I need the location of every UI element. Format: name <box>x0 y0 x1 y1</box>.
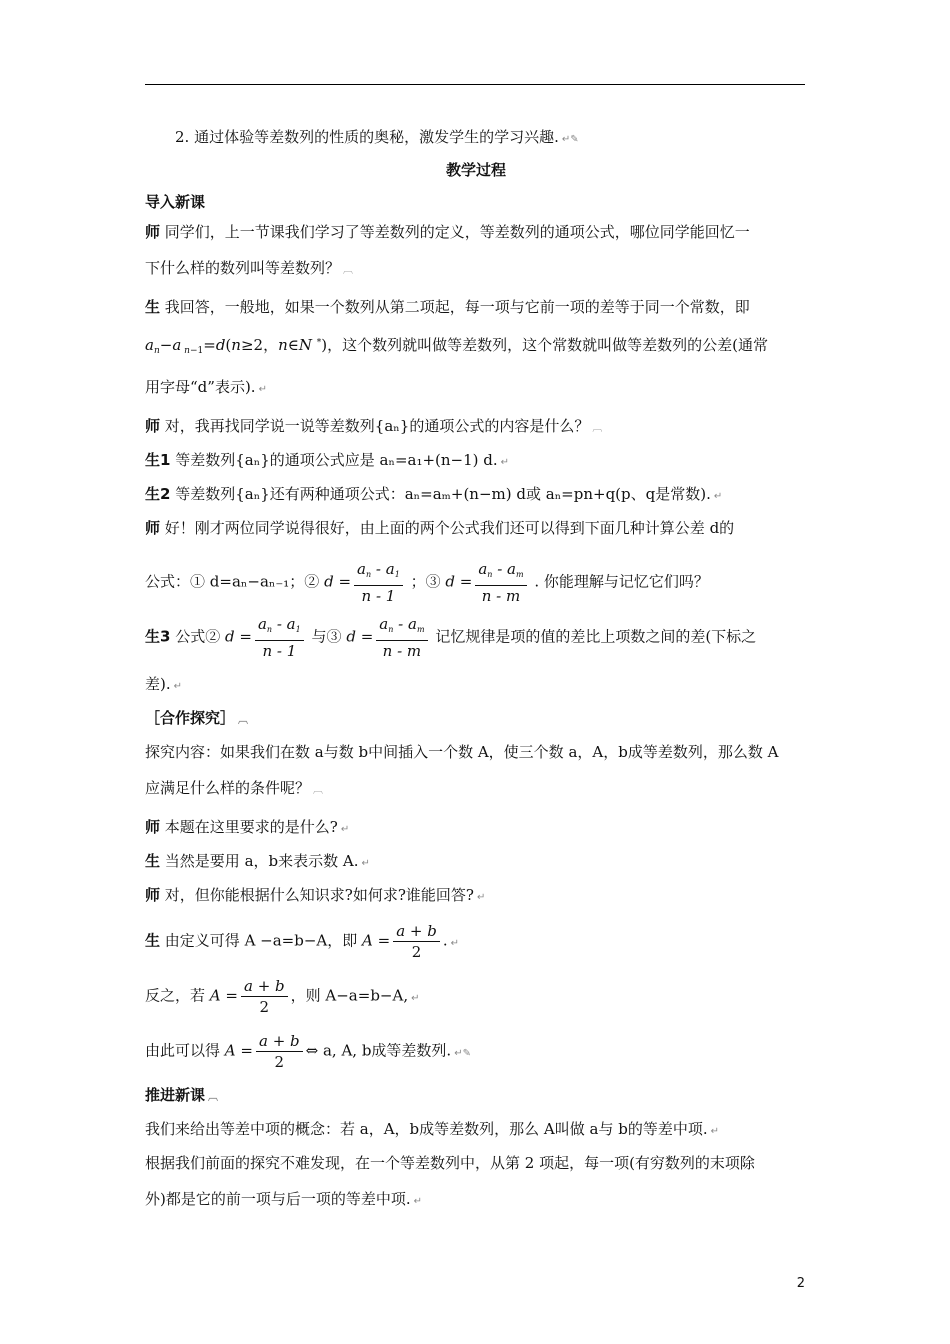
student-line-1c: 用字母“d”表示). ↵ <box>145 378 267 396</box>
formula-fraction: $\frac{a + b}{2}$ <box>241 978 288 1015</box>
formula-fraction: $\frac{a_n - a_m}{n - m}$ <box>376 616 427 659</box>
teacher-line-2: 师 对，我再找同学说一说等差数列{aₙ}的通项公式的内容是什么？ ︹ <box>145 417 603 435</box>
teacher-line-4: 师 本题在这里要求的是什么? ↵ <box>145 818 350 836</box>
formula-fraction: $\frac{a + b}{2}$ <box>256 1033 303 1070</box>
section-title: 教学过程 <box>445 161 506 179</box>
paragraph-mark-icon: ↵✎ <box>561 134 579 145</box>
formula-fraction: $\frac{a_n - a_m}{n - m}$ <box>475 561 526 604</box>
student-line-4: 生 当然是要用 a，b来表示数 A. ↵ <box>145 852 370 870</box>
teacher-line-3b: 公式：① d=aₙ−aₙ₋₁；② d = $\frac{a_n - a_1}{n - 1}$ ；③ d = $\frac{a_n - a_m}{n - m}$ . 你能理解与记忆它们吗？ <box>145 560 709 605</box>
teacher-line-1b: 下什么样的数列叫等差数列？ ︹ <box>145 259 354 277</box>
formula-fraction: $\frac{a_n - a_1}{n - 1}$ <box>354 561 403 604</box>
student-3-line: 生3 公式② d = $\frac{a_n - a_1}{n - 1}$ 与③ d = $\frac{a_n - a_m}{n - m}$ 记忆规律是项的值的差比上项数之间的差(下标之 <box>145 615 757 660</box>
explore-line-2: 应满足什么样的条件呢？ ︹ <box>145 779 324 797</box>
student-line-1b: $a_n-a$ $_{n-1}$=d(n≥2，n∈N *)，这个数列就叫做等差数列，这个常数就叫做等差数列的公差(通常 <box>145 336 768 356</box>
goal-2: 2. 通过体验等差数列的性质的奥秘，激发学生的学习兴趣. ↵✎ <box>175 128 579 146</box>
student-2-line: 生2 等差数列{aₙ}还有两种通项公式：aₙ=aₘ+(n−m) d或 aₙ=pn+q(p、q是常数). ↵ <box>145 485 723 503</box>
teacher-line-5: 师 对，但你能根据什么知识求?如何求?谁能回答? ↵ <box>145 886 486 904</box>
page-number: 2 <box>796 1276 805 1291</box>
definition-line: 我们来给出等差中项的概念：若 a，A，b成等差数列，那么 A叫做 a与 b的等差中项. ↵ <box>145 1120 719 1138</box>
converse-line: 反之，若 A = $\frac{a + b}{2}$ ，则 A−a=b−A, ↵ <box>145 977 420 1016</box>
formula-fraction: $\frac{a_n - a_1}{n - 1}$ <box>255 616 304 659</box>
intro-heading: 导入新课 <box>145 193 206 211</box>
explore-line-1: 探究内容：如果我们在数 a与数 b中间插入一个数 A，使三个数 a，A，b成等差数列，那么数 A <box>145 743 779 761</box>
header-rule <box>145 84 805 85</box>
coop-heading: ［合作探究］ ︹ <box>145 709 249 727</box>
advance-heading: 推进新课 ︹ <box>145 1086 219 1104</box>
teacher-line-1: 师 同学们，上一节课我们学习了等差数列的定义，等差数列的通项公式，哪位同学能回忆一 <box>145 223 750 241</box>
student-line-1: 生 我回答，一般地，如果一个数列从第二项起，每一项与它前一项的差等于同一个常数，即 <box>145 298 750 316</box>
student-line-5: 生 由定义可得 A −a=b−A，即 A = $\frac{a + b}{2}$ . ↵ <box>145 922 460 961</box>
note-line-2: 外)都是它的前一项与后一项的等差中项. ↵ <box>145 1190 423 1208</box>
teacher-line-3: 师 好！刚才两位同学说得很好，由上面的两个公式我们还可以得到下面几种计算公差 d的 <box>145 519 735 537</box>
document-body <box>145 100 807 1213</box>
formula-fraction: $\frac{a + b}{2}$ <box>393 923 440 960</box>
hence-line: 由此可以得 A = $\frac{a + b}{2}$ ⇔ a, A, b成等差数列. ↵✎ <box>145 1032 471 1071</box>
note-line-1: 根据我们前面的探究不难发现，在一个等差数列中，从第 2 项起，每一项(有穷数列的末项除 <box>145 1154 755 1172</box>
student-3-line-b: 差). ↵ <box>145 675 183 693</box>
student-1-line: 生1 等差数列{aₙ}的通项公式应是 aₙ=a₁+(n−1) d. ↵ <box>145 451 510 469</box>
